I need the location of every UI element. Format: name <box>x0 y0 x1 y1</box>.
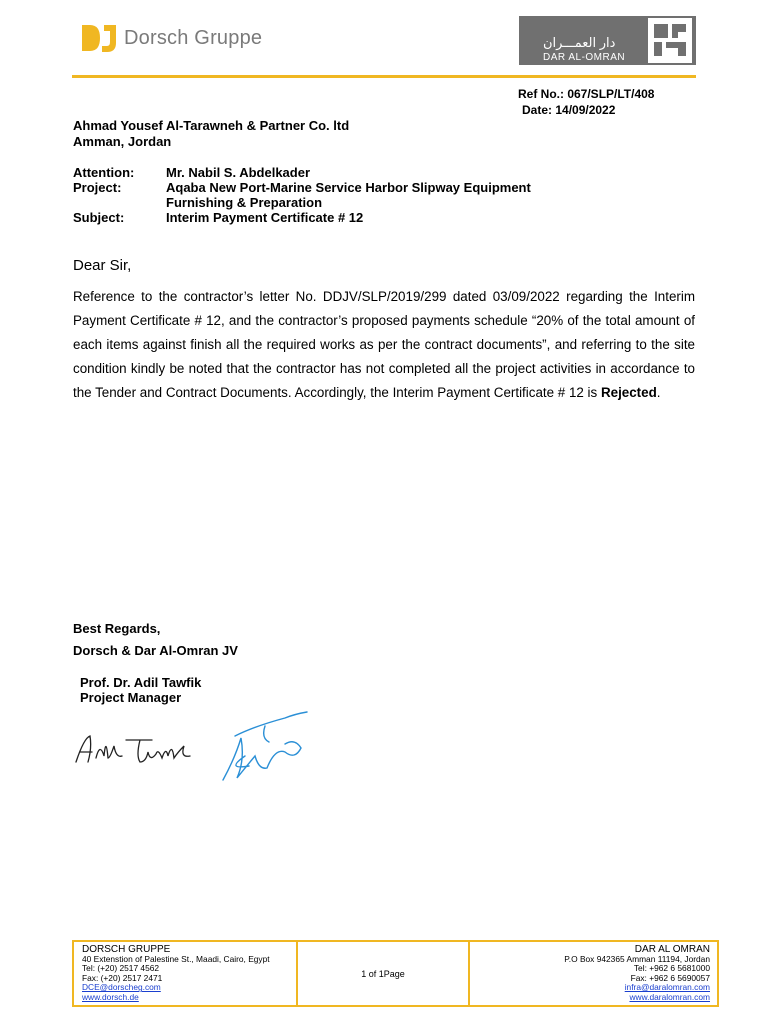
dar-al-omran-english: DAR AL-OMRAN <box>543 52 626 63</box>
greeting: Dear Sir, <box>73 257 132 274</box>
letter-body-text: Reference to the contractor’s letter No. DDJV/SLP/2019/299 dated 03/09/2022 regarding the Interim Payment Certificate # 12, and the contractor’s proposed payments schedule “20% of the total amount of each items against finish all the required works as per the contract documents”, and referring to the site condition kindly be noted that the contractor has not completed all the project activities in accordance to the Tender and Contract Documents. Accordingly, the Interim Payment Certificate # 12 is <box>73 289 695 400</box>
footer-dorsch-email-link[interactable]: DCE@dorscheg.com <box>82 982 161 993</box>
dorsch-logo <box>80 20 262 56</box>
subject-label: Subject: <box>73 210 125 225</box>
dar-al-omran-mark-icon <box>648 18 692 63</box>
attention-label: Attention: <box>73 165 135 180</box>
footer-dorsch-web-link[interactable]: www.dorsch.de <box>82 991 139 1002</box>
project-value-line1: Aqaba New Port-Marine Service Harbor Slipway Equipment <box>166 180 531 195</box>
blue-signature <box>215 708 315 788</box>
attention-value: Mr. Nabil S. Abdelkader <box>166 165 311 180</box>
page-footer <box>72 940 719 1007</box>
dar-al-omran-arabic: دار العمـــران <box>543 35 616 50</box>
signatory-name: Prof. Dr. Adil Tawfik <box>80 675 202 690</box>
addressee-company: Ahmad Yousef Al-Tarawneh & Partner Co. ltd <box>73 118 350 133</box>
closing-regards: Best Regards, <box>73 621 161 636</box>
letter-body <box>73 285 695 405</box>
footer-dorsch-tel: Tel: (+20) 2517 4562 <box>82 963 160 974</box>
footer-dorsch-fax: Fax: (+20) 2517 2471 <box>82 972 163 983</box>
letter-body-end: . <box>656 385 661 400</box>
footer-dorsch-address: 40 Extenstion of Palestine St., Maadi, Cairo, Egypt <box>82 954 270 964</box>
footer-daralomran-contact <box>470 942 717 1005</box>
signatory-title: Project Manager <box>80 690 182 705</box>
page-number: 1 of 1Page <box>361 968 405 979</box>
project-label: Project: <box>73 180 122 195</box>
project-value-line2: Furnishing & Preparation <box>166 195 323 210</box>
footer-dorsch-contact <box>74 942 298 1005</box>
footer-daralomran-tel: Tel: +962 6 5681000 <box>633 963 710 974</box>
closing-jv-name: Dorsch & Dar Al-Omran JV <box>73 643 238 658</box>
footer-daralomran-fax: Fax: +962 6 5690057 <box>630 972 710 983</box>
footer-daralomran-title: DAR AL OMRAN <box>634 944 710 955</box>
dar-al-omran-logo <box>519 16 696 65</box>
dorsch-brand-name: Dorsch Gruppe <box>124 26 263 49</box>
letter-date: Date: 14/09/2022 <box>522 103 616 117</box>
black-signature <box>70 728 200 770</box>
addressee-city: Amman, Jordan <box>73 134 172 149</box>
letter-body-rejected: Rejected <box>600 385 657 400</box>
footer-daralomran-web-link[interactable]: www.daralomran.com <box>629 991 710 1002</box>
footer-page-count <box>298 942 470 1005</box>
header-rule <box>72 75 696 78</box>
footer-daralomran-email-link[interactable]: infra@daralomran.com <box>624 982 710 993</box>
footer-dorsch-title: DORSCH GRUPPE <box>82 944 171 955</box>
subject-value: Interim Payment Certificate # 12 <box>166 210 364 225</box>
footer-daralomran-address: P.O Box 942365 Amman 11194, Jordan <box>564 954 710 964</box>
reference-number: Ref No.: 067/SLP/LT/408 <box>518 87 655 101</box>
dorsch-dj-logo-icon <box>80 21 120 55</box>
